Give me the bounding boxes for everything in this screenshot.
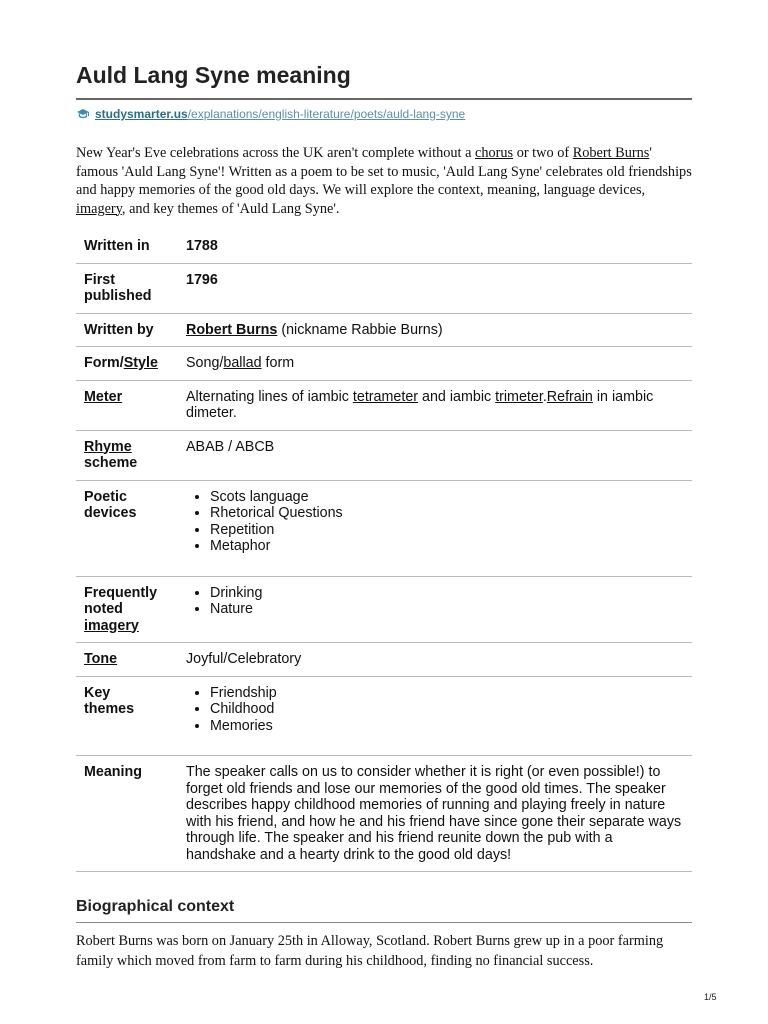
imagery-link[interactable]: imagery <box>84 617 139 634</box>
list-item: • Rhetorical Questions <box>210 505 684 522</box>
style-link[interactable]: Style <box>123 355 158 371</box>
row-label: First published <box>76 263 172 313</box>
trimeter-link[interactable]: trimeter <box>495 388 543 405</box>
list-item: • Childhood <box>210 701 684 718</box>
row-value <box>172 576 692 643</box>
row-value: Joyful/Celebratory <box>172 643 692 677</box>
row-value <box>172 676 692 756</box>
table-row <box>76 313 692 347</box>
intro-text: or two of <box>513 145 573 161</box>
rhyme-link[interactable]: Rhyme <box>84 438 132 455</box>
table-row <box>76 676 692 756</box>
intro-text: ' famous 'Auld Lang Syne'! Written as a poem to be set to music, 'Auld Lang Syne' celebrates old friendships and happy memories of the good old days. We will explore the context, meaning, language devices, <box>76 145 692 198</box>
table-row <box>76 576 692 643</box>
meter-link[interactable]: Meter <box>84 388 123 405</box>
row-value: 1796 <box>172 263 692 313</box>
document-page <box>76 62 692 971</box>
row-label: Meaning <box>76 756 172 872</box>
row-label: Rhyme scheme <box>76 430 172 480</box>
row-label: Written by <box>76 313 172 347</box>
section-heading: Biographical context <box>76 898 692 923</box>
row-value: The speaker calls on us to consider whether it is right (or even possible!) to forget old friends and lose our memories of the good old times. The speaker describes happy childhood memories of running and playing freely in nature with his friend, and how he and his friend have since gone their separate ways through life. The speaker and his friend reunite down the pub with a handshake and a hearty drink to the good old days! <box>172 756 692 872</box>
chorus-link[interactable]: chorus <box>475 145 514 161</box>
row-label <box>76 643 172 677</box>
source-line <box>76 106 692 122</box>
imagery-link[interactable]: imagery <box>76 200 122 217</box>
robert-burns-link[interactable]: Robert Burns <box>186 321 278 338</box>
page-number: 1/5 <box>704 992 717 1002</box>
bullet-list <box>186 585 684 618</box>
row-value: ABAB / ABCB <box>172 430 692 480</box>
refrain-link[interactable]: Refrain <box>546 388 593 405</box>
table-row <box>76 347 692 381</box>
bio-paragraph: Robert Burns was born on January 25th in Alloway, Scotland. Robert Burns grew up in a poor farming family which moved from farm to farm during his childhood, finding no financial success. <box>76 933 664 969</box>
row-value: Robert Burns (nickname Rabbie Burns) <box>172 313 692 347</box>
bullet-list <box>186 685 684 735</box>
intro-text: New Year's Eve celebrations across the UK aren't complete without a <box>76 145 475 161</box>
table-row <box>76 643 692 677</box>
row-label: Key themes <box>76 676 172 756</box>
source-domain-link[interactable]: studysmarter.us <box>95 107 188 121</box>
robert-burns-link[interactable]: Robert Burns <box>572 145 650 161</box>
row-label: Frequently noted imagery <box>76 576 172 643</box>
list-item: • Memories <box>210 718 684 735</box>
ballad-link[interactable]: ballad <box>223 355 262 371</box>
table-row <box>76 380 692 430</box>
row-value: 1788 <box>172 230 692 263</box>
list-item: • Drinking <box>210 585 684 602</box>
list-item: • Friendship <box>210 685 684 702</box>
page-title: Auld Lang Syne meaning <box>76 62 692 100</box>
table-row <box>76 430 692 480</box>
row-value: Song/ballad form <box>172 347 692 381</box>
table-row <box>76 756 692 872</box>
source-path-link[interactable]: /explanations/english-literature/poets/auld-lang-syne <box>187 107 466 121</box>
poem-facts-table <box>76 230 692 872</box>
table-row <box>76 263 692 313</box>
graduation-cap-icon <box>76 108 90 120</box>
row-value <box>172 480 692 576</box>
tone-link[interactable]: Tone <box>84 651 118 667</box>
intro-text: , and key themes of 'Auld Lang Syne'. <box>121 200 340 217</box>
row-label: Written in <box>76 230 172 263</box>
tetrameter-link[interactable]: tetrameter <box>352 388 419 405</box>
list-item: • Repetition <box>210 522 684 539</box>
row-label <box>76 380 172 430</box>
table-row <box>76 230 692 263</box>
list-item: • Nature <box>210 601 684 618</box>
row-label: Poetic devices <box>76 480 172 576</box>
bullet-list <box>186 489 684 555</box>
list-item: • Scots language <box>210 489 684 506</box>
table-row <box>76 480 692 576</box>
row-value: Alternating lines of iambic tetrameter and iambic trimeter.Refrain in iambic dimeter. <box>172 380 692 430</box>
intro-paragraph <box>76 144 692 218</box>
row-label: Form/Style <box>76 347 172 381</box>
list-item: • Metaphor <box>210 538 684 555</box>
